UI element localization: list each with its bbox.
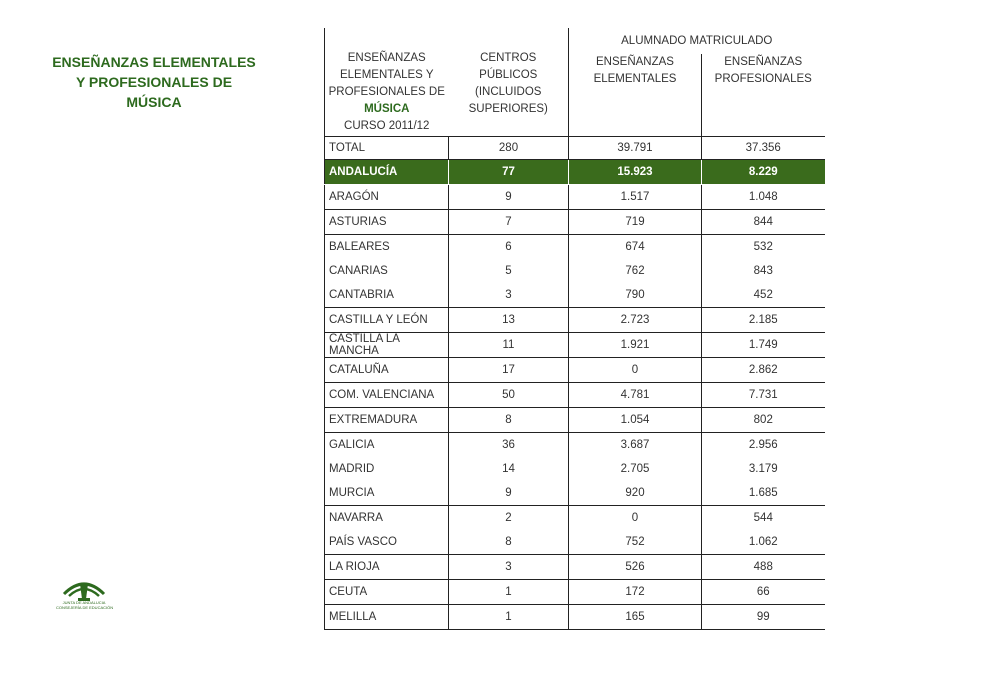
elementales-cell: 2.705 <box>569 457 702 481</box>
centros-cell: 50 <box>449 383 569 408</box>
centros-cell: 2 <box>449 506 569 531</box>
table-row <box>325 605 825 630</box>
profesionales-cell: 8.229 <box>702 160 825 185</box>
table-row <box>325 358 825 383</box>
table-row <box>325 308 825 333</box>
centros-cell: 1 <box>449 580 569 605</box>
region-name-cell: PAÍS VASCO <box>325 530 449 555</box>
table-row <box>325 530 825 555</box>
centros-cell: 9 <box>449 185 569 210</box>
profesionales-cell: 2.185 <box>702 308 825 333</box>
profesionales-cell: 532 <box>702 235 825 260</box>
page-title-line2: Y PROFESIONALES DE <box>75 74 233 90</box>
centros-cell: 280 <box>449 137 569 160</box>
region-name-cell: CASTILLA LA MANCHA <box>325 333 449 358</box>
junta-andalucia-logo <box>56 572 112 614</box>
centros-cell: 7 <box>449 210 569 235</box>
profesionales-cell: 99 <box>702 605 825 630</box>
profesionales-cell: 1.048 <box>702 185 825 210</box>
centros-cell: 3 <box>449 555 569 580</box>
table-row <box>325 506 825 531</box>
page-title <box>44 52 264 112</box>
centros-cell: 8 <box>449 408 569 433</box>
elementales-cell: 3.687 <box>569 433 702 458</box>
elementales-cell: 4.781 <box>569 383 702 408</box>
centros-cell: 17 <box>449 358 569 383</box>
col-header-enseñanzas: ENSEÑANZAS ELEMENTALES Y PROFESIONALES DE MÚSICA CURSO 2011/12 <box>325 28 449 137</box>
region-name-cell: ASTURIAS <box>325 210 449 235</box>
logo-wordmark: JUNTA DE ANDALUCIA CONSEJERÍA DE EDUCACIÓN <box>56 600 114 610</box>
elementales-cell: 39.791 <box>569 137 702 160</box>
table-row <box>325 555 825 580</box>
elementales-cell: 2.723 <box>569 308 702 333</box>
table-row <box>325 333 825 358</box>
centros-cell: 5 <box>449 259 569 283</box>
table-row <box>325 433 825 458</box>
elementales-cell: 172 <box>569 580 702 605</box>
table-body <box>325 137 825 630</box>
profesionales-cell: 66 <box>702 580 825 605</box>
centros-cell: 77 <box>449 160 569 185</box>
region-name-cell: LA RIOJA <box>325 555 449 580</box>
musica-label: MÚSICA <box>364 103 410 115</box>
table-row <box>325 457 825 481</box>
profesionales-cell: 1.062 <box>702 530 825 555</box>
col-header-elementales: ENSEÑANZAS ELEMENTALES <box>569 54 702 137</box>
region-name-cell: ARAGÓN <box>325 185 449 210</box>
region-name-cell: EXTREMADURA <box>325 408 449 433</box>
table-row <box>325 210 825 235</box>
profesionales-cell: 7.731 <box>702 383 825 408</box>
page-title-line1: ENSEÑANZAS ELEMENTALES <box>52 54 256 70</box>
region-name-cell: GALICIA <box>325 433 449 458</box>
elementales-cell: 165 <box>569 605 702 630</box>
elementales-cell: 526 <box>569 555 702 580</box>
col-header-centros: CENTROS PÚBLICOS (INCLUIDOS SUPERIORES) <box>449 28 569 137</box>
centros-cell: 14 <box>449 457 569 481</box>
elementales-cell: 0 <box>569 358 702 383</box>
table-row <box>325 580 825 605</box>
profesionales-cell: 488 <box>702 555 825 580</box>
centros-cell: 13 <box>449 308 569 333</box>
table-row <box>325 160 825 185</box>
profesionales-cell: 544 <box>702 506 825 531</box>
profesionales-cell: 844 <box>702 210 825 235</box>
elementales-cell: 1.517 <box>569 185 702 210</box>
elementales-cell: 920 <box>569 481 702 506</box>
table-row <box>325 185 825 210</box>
elementales-cell: 790 <box>569 283 702 308</box>
centros-cell: 6 <box>449 235 569 260</box>
table-row <box>325 259 825 283</box>
elementales-cell: 15.923 <box>569 160 702 185</box>
table-row-total <box>325 137 825 160</box>
profesionales-cell: 843 <box>702 259 825 283</box>
centros-cell: 9 <box>449 481 569 506</box>
elementales-cell: 1.921 <box>569 333 702 358</box>
region-name-cell: CASTILLA Y LEÓN <box>325 308 449 333</box>
elementales-cell: 752 <box>569 530 702 555</box>
group-header-alumnado: ALUMNADO MATRICULADO <box>569 28 825 54</box>
centros-cell: 36 <box>449 433 569 458</box>
region-name-cell: MURCIA <box>325 481 449 506</box>
table-row <box>325 235 825 260</box>
profesionales-cell: 1.749 <box>702 333 825 358</box>
table-row <box>325 481 825 506</box>
region-name-cell: CANARIAS <box>325 259 449 283</box>
profesionales-cell: 452 <box>702 283 825 308</box>
centros-cell: 8 <box>449 530 569 555</box>
centros-cell: 11 <box>449 333 569 358</box>
elementales-cell: 0 <box>569 506 702 531</box>
region-name-cell: BALEARES <box>325 235 449 260</box>
data-table <box>324 28 824 630</box>
junta-andalucia-logo-icon <box>56 572 112 602</box>
profesionales-cell: 1.685 <box>702 481 825 506</box>
region-name-cell: NAVARRA <box>325 506 449 531</box>
region-name-cell: CANTABRIA <box>325 283 449 308</box>
profesionales-cell: 2.862 <box>702 358 825 383</box>
profesionales-cell: 3.179 <box>702 457 825 481</box>
centros-cell: 1 <box>449 605 569 630</box>
col-header-profesionales: ENSEÑANZAS PROFESIONALES <box>702 54 825 137</box>
elementales-cell: 1.054 <box>569 408 702 433</box>
region-name-cell: COM. VALENCIANA <box>325 383 449 408</box>
table-row <box>325 283 825 308</box>
centros-cell: 3 <box>449 283 569 308</box>
elementales-cell: 719 <box>569 210 702 235</box>
profesionales-cell: 802 <box>702 408 825 433</box>
region-name-cell: MADRID <box>325 457 449 481</box>
region-name-cell: TOTAL <box>325 137 449 160</box>
region-name-cell: MELILLA <box>325 605 449 630</box>
page-title-line3: MÚSICA <box>126 94 182 110</box>
elementales-cell: 762 <box>569 259 702 283</box>
region-name-cell: CATALUÑA <box>325 358 449 383</box>
profesionales-cell: 2.956 <box>702 433 825 458</box>
profesionales-cell: 37.356 <box>702 137 825 160</box>
region-name-cell: CEUTA <box>325 580 449 605</box>
table-row <box>325 383 825 408</box>
elementales-cell: 674 <box>569 235 702 260</box>
table-row <box>325 408 825 433</box>
region-name-cell: ANDALUCÍA <box>325 160 449 185</box>
